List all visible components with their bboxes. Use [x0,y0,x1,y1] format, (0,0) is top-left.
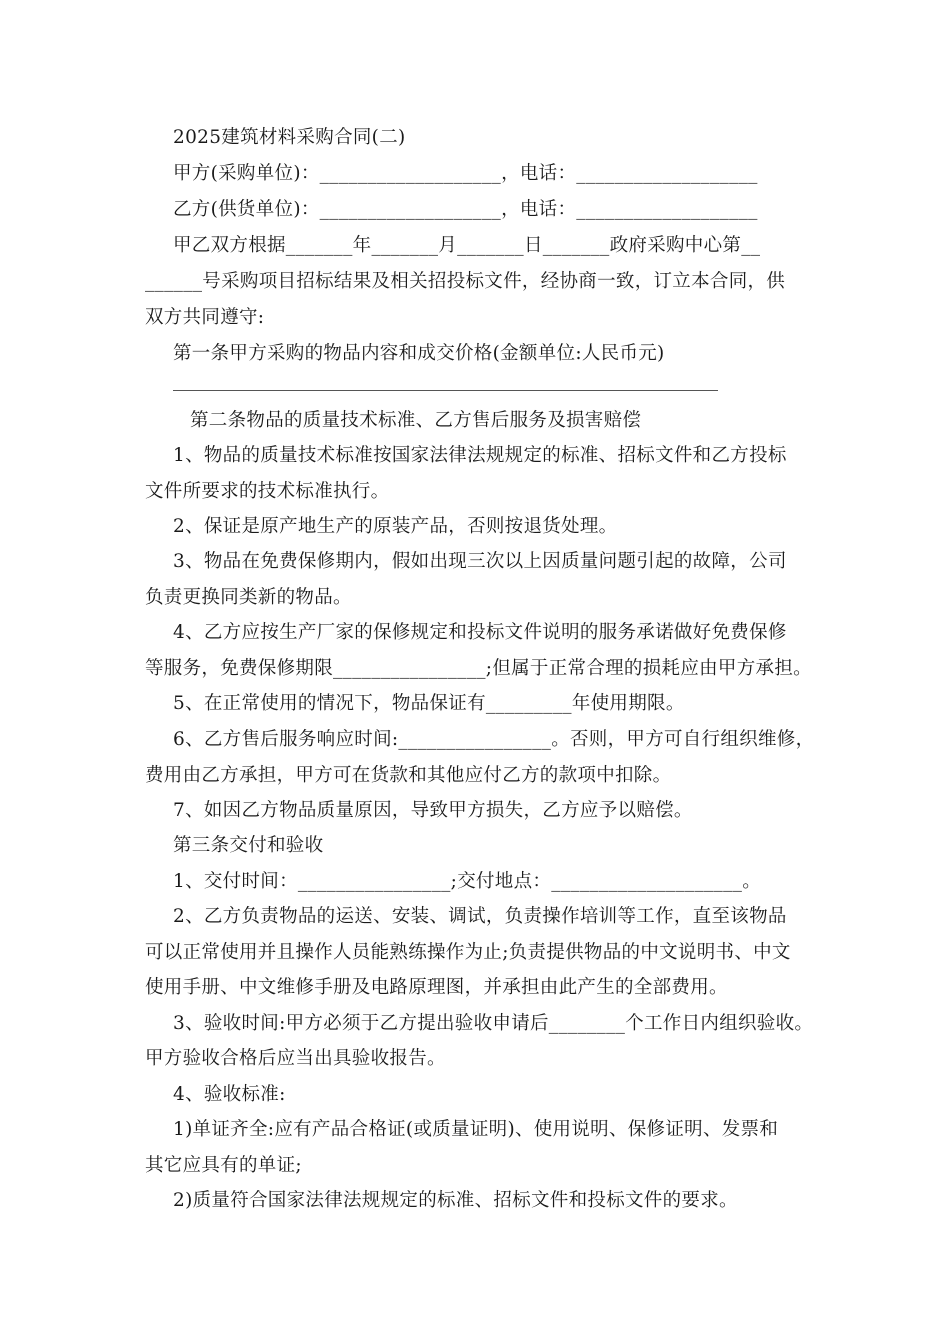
party-a-line: 甲方(采购单位)：___________________，电话：___________________ [173,163,758,184]
paragraph-line: 费用由乙方承担，甲方可在货款和其他应付乙方的款项中扣除。 [145,765,672,786]
paragraph-line: 等服务，免费保修期限________________;但属于正常合理的损耗应由甲方承担。 [145,658,812,679]
section-heading: 第三条交付和验收 [173,835,324,856]
paragraph-line: 甲方验收合格后应当出具验收报告。 [145,1048,446,1069]
paragraph-line: 1)单证齐全:应有产品合格证(或质量证明)、使用说明、保修证明、发票和 [173,1119,779,1140]
paragraph-line: 可以正常使用并且操作人员能熟练操作为止;负责提供物品的中文说明书、中文 [145,942,791,963]
paragraph-line: 1、交付时间：________________;交付地点：____________________。 [173,871,762,892]
paragraph-line: 3、验收时间:甲方必须于乙方提出验收申请后________个工作日内组织验收。 [173,1013,814,1034]
paragraph-line: 3、物品在免费保修期内，假如出现三次以上因质量问题引起的故障，公司 [173,551,787,572]
paragraph-line: 2、保证是原产地生产的原装产品，否则按退货处理。 [173,516,618,537]
paragraph-line: 7、如因乙方物品质量原因，导致甲方损失，乙方应予以赔偿。 [173,800,693,821]
paragraph-line: 6、乙方售后服务响应时间:________________。否则，甲方可自行组织维修， [173,729,815,750]
section-heading: 第一条甲方采购的物品内容和成交价格(金额单位:人民币元) [173,343,665,364]
paragraph-line: 4、乙方应按生产厂家的保修规定和投标文件说明的服务承诺做好免费保修 [173,622,787,643]
paragraph-line: 负责更换同类新的物品。 [145,587,352,608]
paragraph-line: 5、在正常使用的情况下，物品保证有_________年使用期限。 [173,693,685,714]
paragraph-line: ______号采购项目招标结果及相关招投标文件，经协商一致，订立本合同，供 [145,271,786,292]
paragraph-line: 文件所要求的技术标准执行。 [145,481,390,502]
paragraph-line: 双方共同遵守: [145,307,265,328]
party-b-line: 乙方(供货单位)：___________________，电话：___________________ [173,199,758,220]
paragraph-line: 其它应具有的单证; [145,1155,302,1176]
paragraph-line: 1、物品的质量技术标准按国家法律法规规定的标准、招标文件和乙方投标 [173,445,787,466]
paragraph-line: 使用手册、中文维修手册及电路原理图，并承担由此产生的全部费用。 [145,977,728,998]
paragraph-line: 2)质量符合国家法律法规规定的标准、招标文件和投标文件的要求。 [173,1190,738,1211]
section-heading: 第二条物品的质量技术标准、乙方售后服务及损害赔偿 [190,410,642,431]
paragraph-line: 4、验收标准: [173,1084,286,1105]
paragraph-line: 甲乙双方根据_______年_______月_______日_______政府采购中心第__ [173,235,761,256]
contract-title: 2025建筑材料采购合同(二) [173,127,406,148]
blank-rule [173,390,718,391]
paragraph-line: 2、乙方负责物品的运送、安装、调试，负责操作培训等工作，直至该物品 [173,906,787,927]
